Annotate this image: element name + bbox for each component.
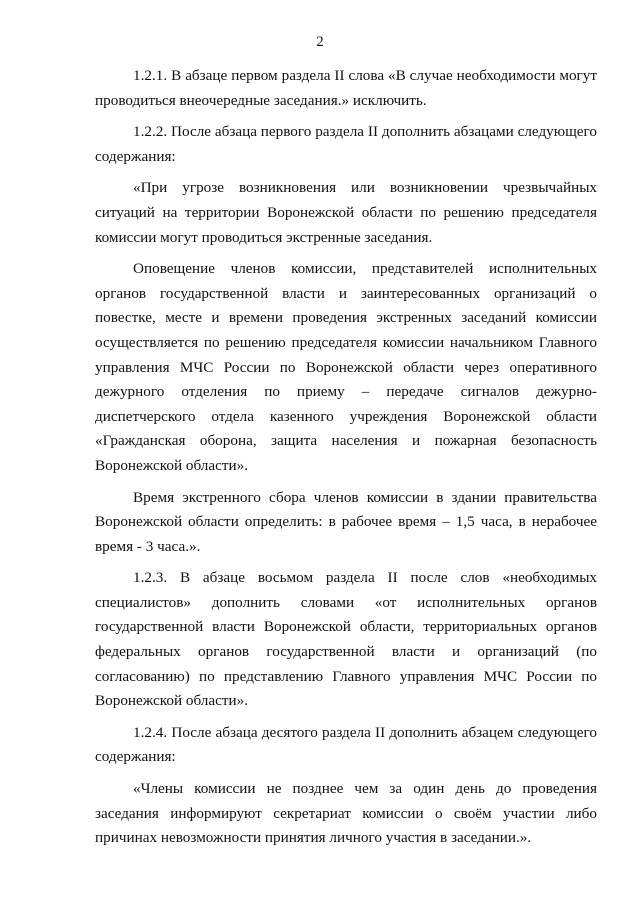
paragraph-notification: Оповещение членов комиссии, представителей исполнительных органов государственной власти и заинтересованных организаций о повестке, месте и времени проведения экстренных заседаний комиссии осуществляется по решению председателя комиссии начальником Главного управления МЧС России по Воронежской области через оперативного дежурного отделения по приему – передаче сигналов дежурно-диспетчерского отдела казенного учреждения Воронежской области «Гражданская оборона, защита населения и пожарная безопасность Воронежской области». <box>95 260 597 474</box>
paragraph-1-2-4: 1.2.4. После абзаца десятого раздела II дополнить абзацем следующего содержания: <box>95 723 597 766</box>
paragraph-emergency-meetings: «При угрозе возникновения или возникновении чрезвычайных ситуаций на территории Воронежской области по решению председателя комиссии могут проводиться экстренные заседания. <box>95 179 597 246</box>
page-number: 2 <box>316 34 324 50</box>
paragraph-assembly-time: Время экстренного сбора членов комиссии в здании правительства Воронежской области определить: в рабочее время – 1,5 часа, в нерабочее время - 3 часа.». <box>95 488 597 555</box>
document-body <box>95 64 597 858</box>
paragraph-1-2-1: 1.2.1. В абзаце первом раздела II слова «В случае необходимости могут проводиться внеочередные заседания.» исключить. <box>95 67 597 109</box>
paragraph-members-inform: «Члены комиссии не позднее чем за один день до проведения заседания информируют секретариат комиссии о своём участии либо причинах невозможности принятия личного участия в заседании.». <box>95 780 597 847</box>
paragraph-1-2-3: 1.2.3. В абзаце восьмом раздела II после слов «необходимых специалистов» дополнить словами «от исполнительных органов государственной власти Воронежской области, территориальных органов федеральных органов государственной власти и организаций (по согласованию) по представлению Главного управления МЧС России по Воронежской области». <box>95 569 597 710</box>
paragraph-1-2-2: 1.2.2. После абзаца первого раздела II дополнить абзацами следующего содержания: <box>95 123 597 165</box>
